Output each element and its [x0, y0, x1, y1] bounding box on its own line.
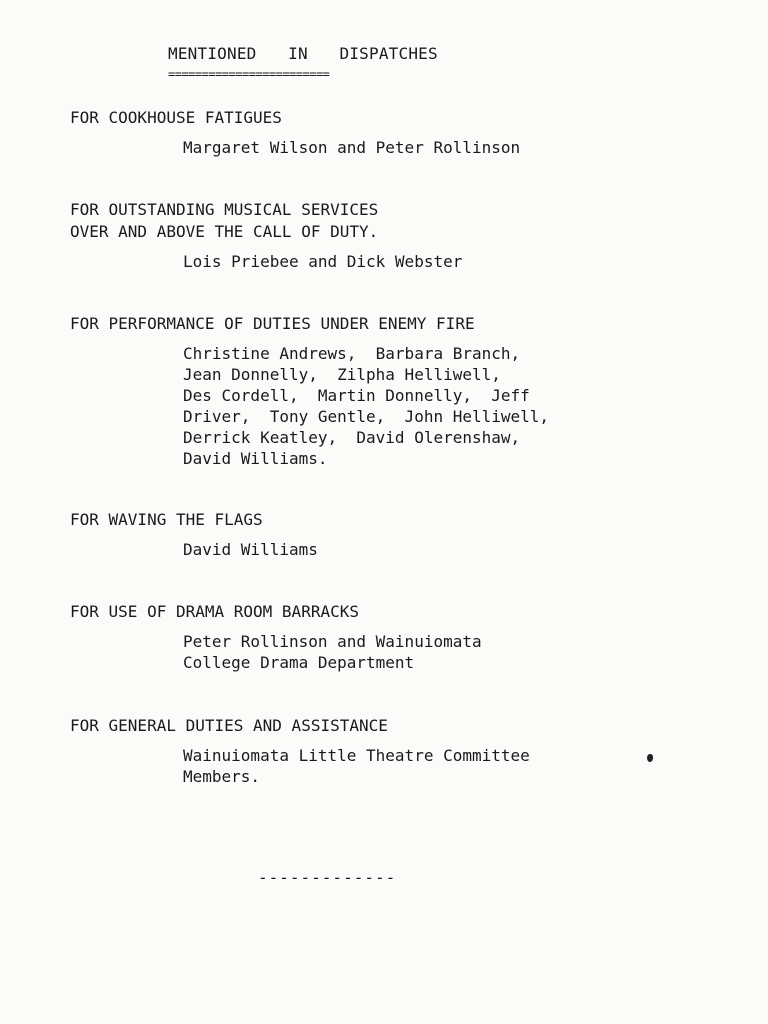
section-heading-flags: FOR WAVING THE FLAGS: [70, 510, 263, 529]
section-names-enemy-fire: Christine Andrews, Barbara Branch, Jean Donnelly, Zilpha Helliwell, Des Cordell, Martin Donnelly, Jeff Driver, Tony Gentle, John Helliwell, Derrick Keatley, David Olerenshaw, David Williams.: [183, 344, 550, 468]
section-names-flags: David Williams: [183, 540, 318, 559]
section-heading-cookhouse: FOR COOKHOUSE FATIGUES: [70, 108, 282, 127]
section-names-cookhouse: Margaret Wilson and Peter Rollinson: [183, 138, 521, 157]
section-names-drama-room: Peter Rollinson and Wainuiomata College Drama Department: [183, 632, 482, 672]
title-underline: ========================: [168, 67, 330, 81]
section-heading-enemy-fire: FOR PERFORMANCE OF DUTIES UNDER ENEMY FIRE: [70, 314, 475, 333]
closing-dashed-rule: -------------: [258, 868, 397, 887]
section-names-musical: Lois Priebee and Dick Webster: [183, 252, 463, 271]
page-title: MENTIONED IN DISPATCHES: [168, 44, 438, 63]
section-heading-musical: FOR OUTSTANDING MUSICAL SERVICES OVER AND ABOVE THE CALL OF DUTY.: [70, 200, 379, 241]
section-heading-general-duties: FOR GENERAL DUTIES AND ASSISTANCE: [70, 716, 388, 735]
section-heading-drama-room: FOR USE OF DRAMA ROOM BARRACKS: [70, 602, 359, 621]
ink-speck: [647, 754, 653, 762]
section-names-general-duties: Wainuiomata Little Theatre Committee Members.: [183, 746, 530, 786]
